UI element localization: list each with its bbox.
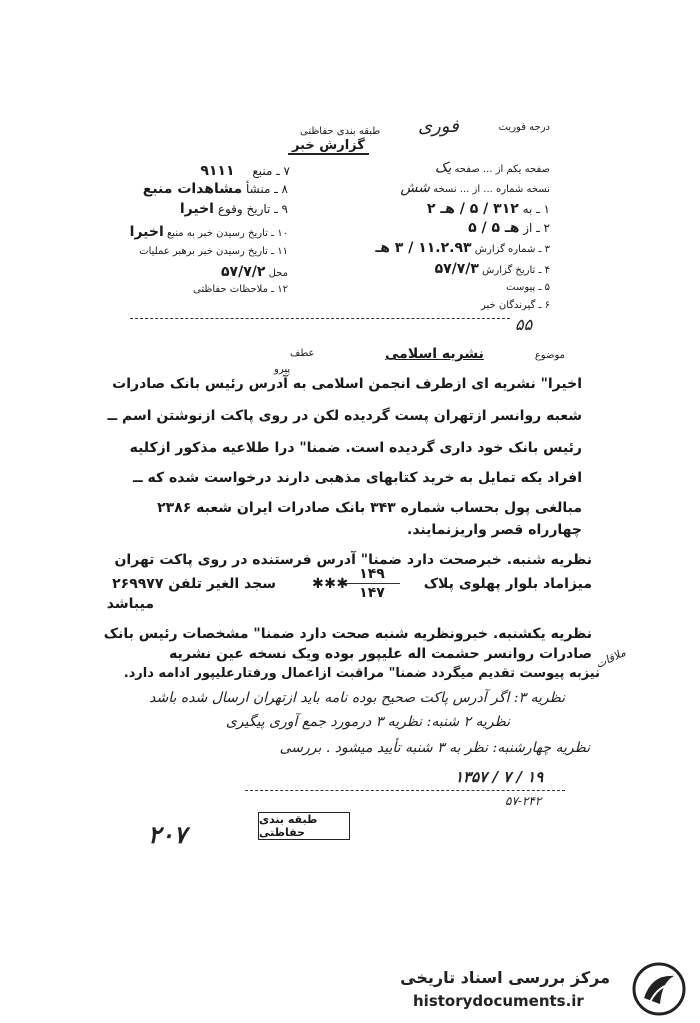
body-line: مبالغی پول بحساب شماره ۳۴۳ بانک صادرات ایران شعبه ۲۳۸۶ <box>157 500 582 516</box>
field-attachment: ۵ ـ پیوست <box>506 282 550 293</box>
opinion-sunday-line2: صادرات روانسر حشمت اله علیپور بوده ویک نسخه عین نشریه <box>169 646 592 662</box>
field-source: ۷ ـ منبع ۹۱۱۱ <box>200 163 290 179</box>
fraction-bar <box>344 583 400 584</box>
subject-label: موضوع <box>534 350 565 361</box>
body-line: اخیرا" نشریه ای ازطرف انجمن اسلامی به آدرس رئیس بانک صادرات <box>112 376 582 392</box>
asterisks: ✱✱✱ <box>312 576 349 592</box>
watermark-title: مرکز بررسی اسناد تاریخی <box>400 968 610 987</box>
field-origin: ۸ ـ منشأ مشاهدات منبع <box>142 181 288 197</box>
opinion-saturday-line3: میباشد <box>106 596 154 612</box>
watermark-url: historydocuments.ir <box>413 992 584 1010</box>
separator-line <box>130 318 510 319</box>
body-line: شعبه روانسر ازتهران پست گردیده لکن در روی پاکت ازنوشتن اسم ــ <box>107 408 582 424</box>
handwritten-note-line3: نظریه چهارشنبه: نظر به ۳ شنبه تأیید میشود . بررسی <box>279 740 590 756</box>
field-report-date: ۴ ـ تاریخ گزارش ۵۷/۷/۳ <box>434 261 550 277</box>
field-page: صفحه یکم از ... صفحه یک <box>434 160 550 176</box>
report-title: گزارش خبر <box>288 138 369 155</box>
fraction-numerator: ۱۴۹ <box>359 566 385 582</box>
field-from: ۲ ـ از هـ ۵ / ۵ <box>468 220 550 236</box>
field-security-notes: ۱۲ ـ ملاحظات حفاظتی <box>193 284 288 295</box>
field-received-by-source: ۱۰ ـ تاریخ رسیدن خبر به منبع اخیرا <box>129 224 288 240</box>
subject-value: نشریه اسلامی <box>385 346 484 362</box>
field-report-number: ۳ ـ شماره گزارش ۱۱.۲.۹۳ / ۳ هـ <box>375 240 550 256</box>
address-fraction <box>342 566 402 601</box>
watermark-logo-icon <box>632 962 686 1016</box>
peyro-label: پیرو <box>274 364 291 375</box>
opinion-saturday-line2: میزاماد بلوار پهلوی پلاک <box>423 576 592 592</box>
classification-box-label: طبقه بندی حفاظتی <box>300 126 381 137</box>
field-occurrence-date: ۹ ـ تاریخ وقوع اخیرا <box>179 201 288 217</box>
body-line: افراد یکه تمایل به خرید کتابهای مذهبی دارند درخواست شده که ــ <box>133 470 582 486</box>
doc-number: ۵۷-۲۴۲ <box>505 794 542 808</box>
handwritten-date: ۱۳۵۷ / ۷ / ۱۹ <box>455 768 544 786</box>
field-copy-number: نسخه شماره ... از ... نسخه شش <box>400 180 550 196</box>
margin-note: ملاقات <box>593 645 628 672</box>
field-recipients: ۶ ـ گیرندگان خبر <box>480 300 550 311</box>
opinion-saturday-line2-rest: سجد الغیر تلفن ۲۶۹۹۷۷ <box>112 576 276 592</box>
field-received-by-leader: ۱۱ ـ تاریخ رسیدن خبر برهبر عملیات <box>139 246 288 257</box>
footer-classification-label: طبقه بندی حفاظتی <box>259 813 318 839</box>
page-number: ۲۰۷ <box>148 820 187 849</box>
subject-mark: ۵۵ <box>515 315 533 334</box>
opinion-sunday-line1: نظریه یکشنبه. خبرونظریه شنبه صحت دارد ضمنا" مشخصات رئیس بانک <box>103 626 592 642</box>
fraction-denominator: ۱۴۷ <box>359 585 385 601</box>
footer-separator <box>245 790 565 791</box>
opinion-sunday-line3: نیزبه پیوست تقدیم میگردد ضمنا" مراقبت ازاعمال ورفتارعلیپور ادامه دارد. <box>123 666 600 681</box>
atf-label: عطف <box>290 348 315 359</box>
field-to: ۱ ـ به ۳۱۲ / ۵ / هـ ۲ <box>426 201 550 217</box>
footer-classification-box <box>258 812 350 840</box>
handwritten-note-line1: نظریه ۳: اگر آدرس پاکت صحیح بوده نامه باید ازتهران ارسال شده باشد <box>149 690 565 706</box>
field-location: محل ۵۷/۷/۲ <box>221 264 288 280</box>
handwritten-note-line2: نظریه ۲ شنبه: نظریه ۳ درمورد جمع آوری پیگیری <box>225 714 510 730</box>
classification-label: درجه فوریت <box>498 122 550 133</box>
body-line: چهارراه قصر واریزنمایند. <box>407 522 582 538</box>
opinion-saturday-line1: نظریه شنبه. خبرصحت دارد ضمنا" آدرس فرستنده در روی پاکت تهران <box>114 552 592 568</box>
classification-value: فوری <box>418 116 459 137</box>
body-line: رئیس بانک خود داری گردیده است. ضمنا" درا طلاعیه مذکور ازکلیه <box>129 440 582 456</box>
